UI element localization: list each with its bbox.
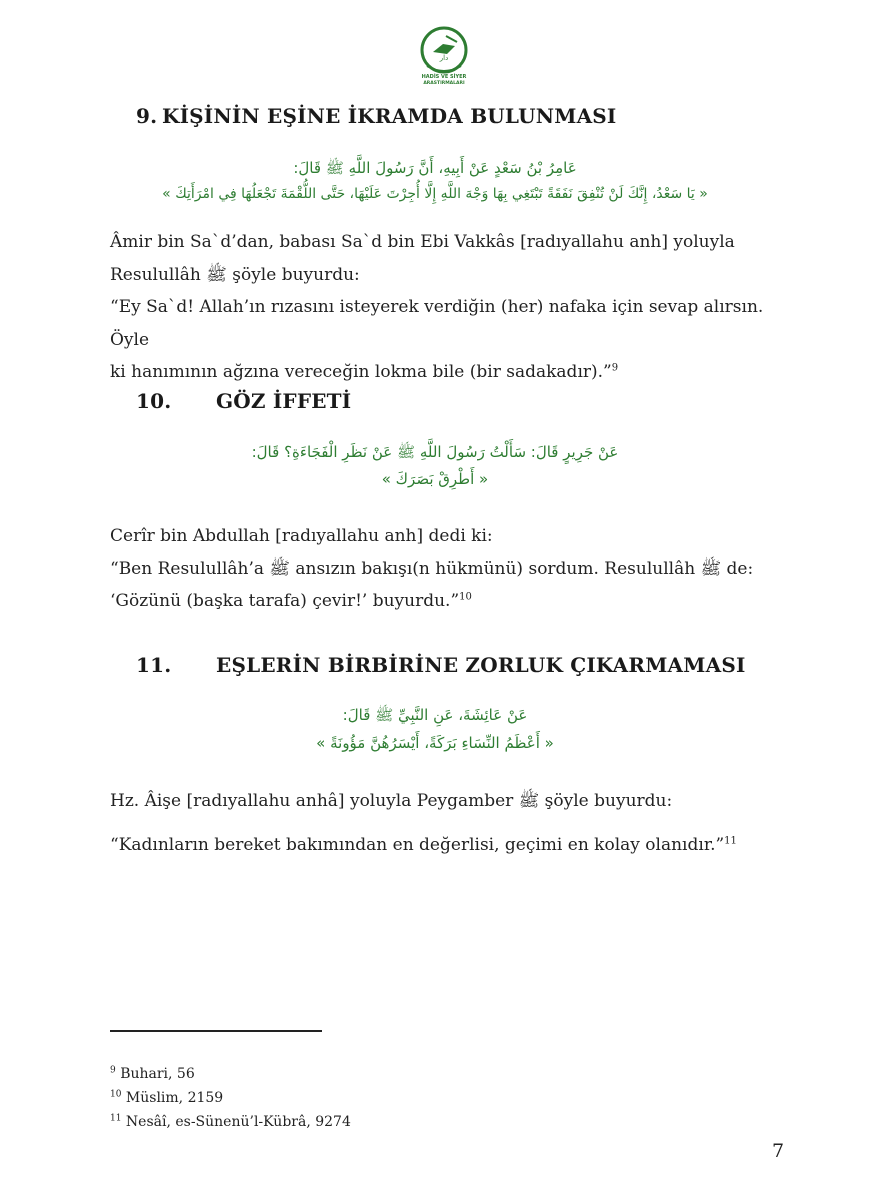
translation-line: “Ben Resulullâh’a ﷺ ansızın bakışı(n hükmünü) sordum. Resulullâh ﷺ de: bbox=[110, 558, 754, 579]
footnote-ref: 9 bbox=[611, 362, 619, 374]
footnote: $^{10}$ Müslim, 2159 bbox=[110, 1089, 224, 1106]
translation-paragraph bbox=[110, 226, 790, 389]
translation-paragraph bbox=[110, 829, 790, 862]
arabic-text: « أَطْرِقْ بَصَرَكَ » bbox=[381, 470, 489, 488]
translation-line: “Kadınların bereket bakımından en değerlisi, geçimi en kolay olanıdır.”$^{11}$ bbox=[110, 835, 737, 855]
translation-paragraph bbox=[110, 520, 790, 618]
logo-arabic-text: دار bbox=[439, 54, 449, 62]
arabic-text: « يَا سَعْدُ، إِنَّكَ لَنْ تُنْفِقَ نَفَقَةً تَبْتَغِي بِهَا وَجْهَ اللَّهِ إِلَّا أُجِرْتَ عَلَيْهَا، حَتَّى اللُّقْمَةَ تَجْعَلُهَا فِي امْرَأَتِكَ » bbox=[162, 186, 708, 202]
footnote-ref: 10 bbox=[459, 591, 472, 603]
translation-line: “Ey Sa`d! Allah’ın rızasını isteyerek verdiğin (her) nafaka için sevap alırsın. Öyle bbox=[110, 297, 764, 350]
footnote-divider bbox=[110, 1030, 322, 1032]
arabic-text: عَنْ عَائِشَةَ، عَنِ النَّبِيِّ ﷺ قَالَ: bbox=[342, 706, 528, 724]
page-number: 7 bbox=[772, 1140, 785, 1162]
section-heading bbox=[136, 389, 352, 413]
translation-line: Âmir bin Sa`d’dan, babası Sa`d bin Ebi Vakkâs [radıyallahu anh] yoluyla bbox=[110, 232, 735, 252]
translation-line: Resulullâh ﷺ şöyle buyurdu: bbox=[110, 264, 360, 285]
section-number: 9. bbox=[136, 104, 158, 128]
section-number: 11. bbox=[136, 653, 172, 677]
section-number: 10. bbox=[136, 389, 172, 413]
arabic-text: عَنْ جَرِيرٍ قَالَ: سَأَلْتُ رَسُولَ اللَّهِ ﷺ عَنْ نَظَرِ الْفَجَاءَةِ؟ قَالَ: bbox=[251, 443, 619, 461]
logo-text-line-1: HADİS VE SİYER bbox=[421, 74, 467, 80]
section-title: GÖZ İFFETİ bbox=[216, 389, 352, 413]
footnote: $^9$ Buhari, 56 bbox=[110, 1065, 195, 1082]
translation-line: Cerîr bin Abdullah [radıyallahu anh] dedi ki: bbox=[110, 526, 493, 546]
arabic-text: عَامِرُ بْنُ سَعْدٍ عَنْ أَبِيهِ، أَنَّ رَسُولَ اللَّهِ ﷺ قَالَ: bbox=[293, 159, 577, 177]
section-title: EŞLERİN BİRBİRİNE ZORLUK ÇIKARMAMASI bbox=[216, 653, 746, 677]
logo-text-line-2: ARAŞTIRMALARI bbox=[423, 81, 465, 84]
translation-line: Hz. Âişe [radıyallahu anhâ] yoluyla Peygamber ﷺ şöyle buyurdu: bbox=[110, 791, 673, 811]
translation-line: ki hanımının ağzına vereceğin lokma bile (bir sadakadır).”$^9$ bbox=[110, 362, 619, 382]
footnote-ref: 11 bbox=[724, 835, 737, 847]
section-heading bbox=[136, 653, 746, 677]
footnote: $^{11}$ Nesâî, es-Sünenü’l-Kübrâ, 9274 bbox=[110, 1113, 351, 1130]
arabic-text: « أَعْظَمُ النِّسَاءِ بَرَكَةً، أَيْسَرُهُنَّ مَؤُونَةً » bbox=[316, 734, 554, 752]
translation-line: ‘Gözünü (başka tarafa) çevir!’ buyurdu.”$^{10}$ bbox=[110, 591, 472, 611]
section-heading bbox=[136, 104, 617, 128]
translation-paragraph bbox=[110, 785, 790, 818]
hadis-siyer-logo bbox=[413, 22, 475, 84]
section-title: KİŞİNİN EŞİNE İKRAMDA BULUNMASI bbox=[162, 104, 617, 128]
